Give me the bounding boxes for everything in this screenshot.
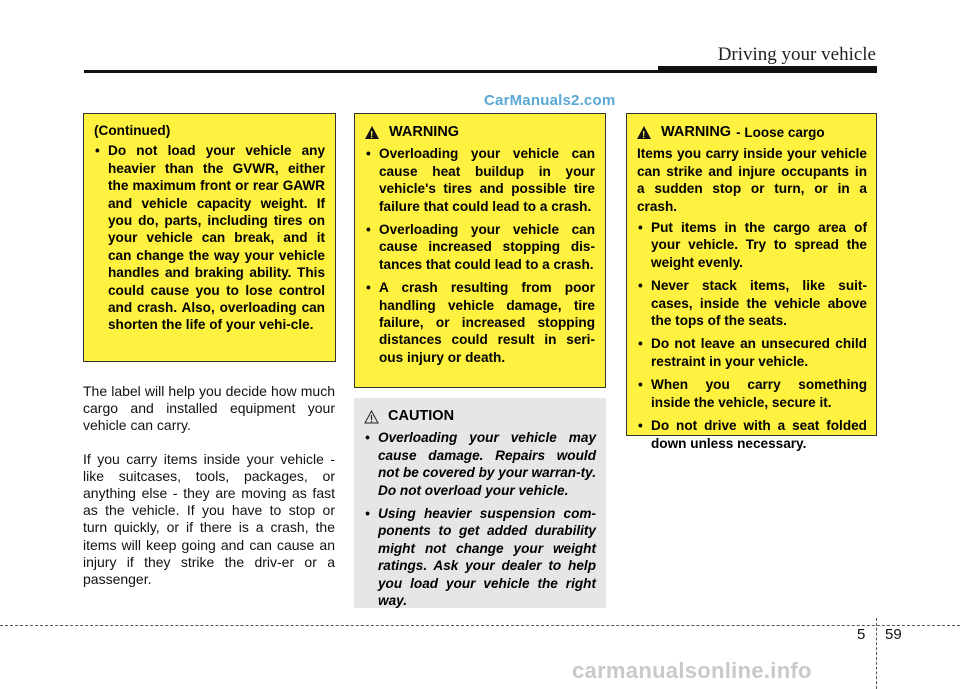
list-item: • Put items in the cargo area of your vehicle. Try to spread the weight evenly. <box>637 219 867 271</box>
list-item: • Never stack items, like suit-cases, inside the vehicle above the tops of the seats. <box>637 277 867 329</box>
paragraph: If you carry items inside your vehicle - like suitcases, tools, packages, or anything else - they are moving as fast as the vehicle. If you have to stop or turn quickly, or if there is a crash, the items will keep going and can cause an injury if they strike the driv-er or a passenger. <box>83 450 335 588</box>
caution-triangle-icon <box>364 410 379 424</box>
page-number: 59 <box>885 626 902 643</box>
cargo-warning-box <box>626 113 877 451</box>
list-item: • Do not load your vehicle any heavier than the GVWR, either the maximum front or rear GAWR and vehicle capacity weight. If you do, parts, including tires on your vehicle can break, and it can change the way your vehicle handles and braking ability. This could cause you to lose control and crash. Also, overloading can shorten the life of your vehi-cle. <box>94 142 325 333</box>
list-item: • Overloading your vehicle can cause increased stopping dis-tances that could lead to a crash. <box>365 221 595 273</box>
footer-rule <box>0 625 960 626</box>
caution-box <box>354 398 606 608</box>
header-rule-accent <box>658 66 877 73</box>
warning-triangle-icon <box>365 126 379 139</box>
watermark-bottom[interactable]: carmanualsonline.info <box>572 658 812 683</box>
list-item: • Do not drive with a seat folded down unless necessary. <box>637 417 867 452</box>
cargo-warning-title: WARNING <box>661 124 732 140</box>
list-item: • When you carry something inside the vehicle, secure it. <box>637 376 867 411</box>
warning-triangle-icon <box>637 126 651 139</box>
continued-list <box>94 142 325 333</box>
warning-title: WARNING <box>389 124 460 140</box>
continued-label: (Continued) <box>94 123 171 138</box>
cargo-warning-title-row <box>637 124 867 141</box>
paragraph: The label will help you decide how much cargo and installed equipment your vehicle can carry. <box>83 383 335 434</box>
cargo-warning-list <box>637 219 867 452</box>
caution-title: CAUTION <box>388 408 455 424</box>
warning-title-row <box>365 124 595 141</box>
warning-list <box>365 145 595 366</box>
cargo-warning-intro: Items you carry inside your vehicle can strike and injure occupants in a sudden stop or turn, or in a crash. <box>637 146 867 214</box>
footer-divider <box>876 618 877 689</box>
cargo-warning-subtitle: - Loose cargo <box>736 125 825 140</box>
watermark-top[interactable]: CarManuals2.com <box>484 92 616 109</box>
section-title: Driving your vehicle <box>717 44 876 65</box>
list-item: • Using heavier suspension com-ponents to get added durability might not change your weight ratings. Ask your dealer to help you load your vehicle the right way. <box>364 505 596 609</box>
list-item: • Overloading your vehicle may cause damage. Repairs would not be covered by your warran-ty. Do not overload your vehicle. <box>364 429 596 499</box>
caution-list <box>364 429 596 609</box>
continued-warning-box <box>83 113 336 362</box>
body-text <box>83 383 335 604</box>
list-item: • A crash resulting from poor handling vehicle damage, tire failure, or increased stopping distances could result in seri-ous injury or death. <box>365 279 595 366</box>
list-item: • Do not leave an unsecured child restraint in your vehicle. <box>637 335 867 370</box>
chapter-number: 5 <box>857 626 866 643</box>
list-item: • Overloading your vehicle can cause heat buildup in your vehicle's tires and possible tire failure that could lead to a crash. <box>365 145 595 215</box>
warning-box <box>354 113 606 388</box>
caution-title-row <box>364 408 596 425</box>
